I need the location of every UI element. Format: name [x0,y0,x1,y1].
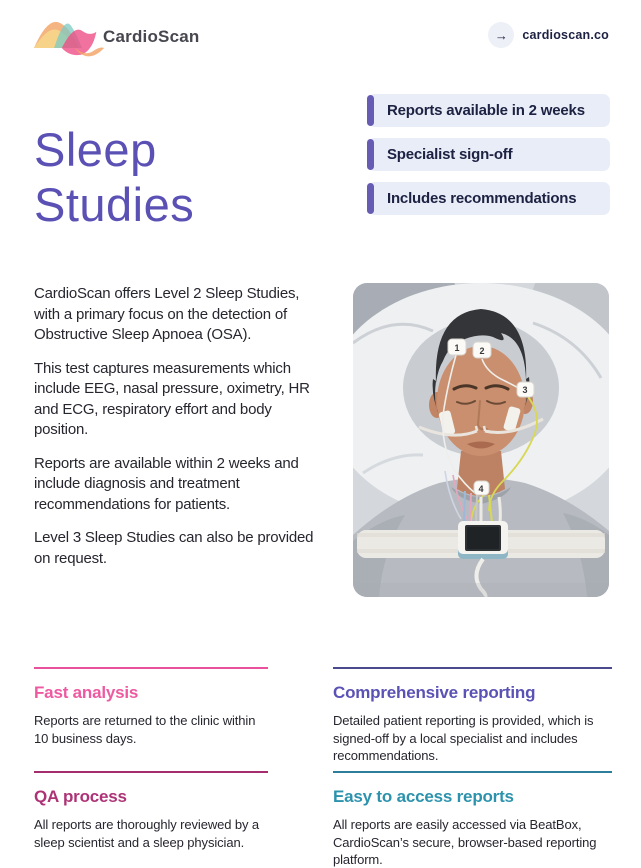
feature-body: All reports are easily accessed via BeatBox, CardioScan’s secure, browser-based reporting platform. [333,817,597,867]
badge-accent-bar [367,139,374,170]
svg-text:3: 3 [522,385,528,395]
feature-fast-analysis [34,667,268,747]
website-link[interactable] [488,22,609,48]
feature-divider [34,667,268,669]
feature-title: Fast analysis [34,683,139,702]
brand-name: CardioScan [103,27,200,46]
patient-illustration [353,283,609,597]
recording-device [458,521,508,559]
feature-title: Comprehensive reporting [333,683,536,702]
badge-label: Reports available in 2 weeks [387,102,585,119]
badge-label: Specialist sign-off [387,146,513,163]
svg-text:2: 2 [479,346,485,356]
page-title-line2: Studies [34,178,195,231]
feature-body: Detailed patient reporting is provided, which is signed-off by a local specialist and includes recommendations. [333,713,594,763]
badge-accent-bar [367,95,374,126]
intro-paragraph: This test captures measurements which include EEG, nasal pressure, oximetry, HR and ECG, respiratory effort and body position. [34,359,310,438]
sleep-study-photo [353,283,609,597]
intro-paragraph: Level 3 Sleep Studies can also be provided on request. [34,529,314,567]
feature-comprehensive-reporting [333,667,612,765]
feature-body: Reports are returned to the clinic within 10 business days. [34,713,256,746]
feature-title: QA process [34,787,127,806]
feature-qa-process [34,771,268,851]
intro-paragraph: Reports are available within 2 weeks and include diagnosis and treatment recommendations for patients. [34,454,299,513]
badge-accent-bar [367,183,374,214]
website-link-label[interactable]: cardioscan.co [522,28,609,42]
feature-divider [333,667,612,669]
feature-body: All reports are thoroughly reviewed by a sleep scientist and a sleep physician. [34,817,260,850]
badge-specialist-signoff [368,138,610,171]
feature-easy-access [333,771,612,868]
arrow-right-icon[interactable]: → [488,22,514,48]
brand-logo [33,8,199,66]
feature-divider [333,771,612,773]
intro-copy [34,284,329,582]
benefit-badges [368,94,610,226]
cardioscan-waves-icon [33,8,105,66]
feature-title: Easy to access reports [333,787,514,806]
svg-text:4: 4 [478,484,484,494]
page-title-line1: Sleep [34,123,157,176]
feature-divider [34,771,268,773]
intro-paragraph: CardioScan offers Level 2 Sleep Studies, with a primary focus on the detection of Obstructive Sleep Apnoea (OSA). [34,285,300,343]
badge-reports-available [368,94,610,127]
svg-text:1: 1 [454,343,460,353]
page-title [34,122,194,232]
badge-includes-recommendations [368,182,610,215]
badge-label: Includes recommendations [387,190,577,207]
